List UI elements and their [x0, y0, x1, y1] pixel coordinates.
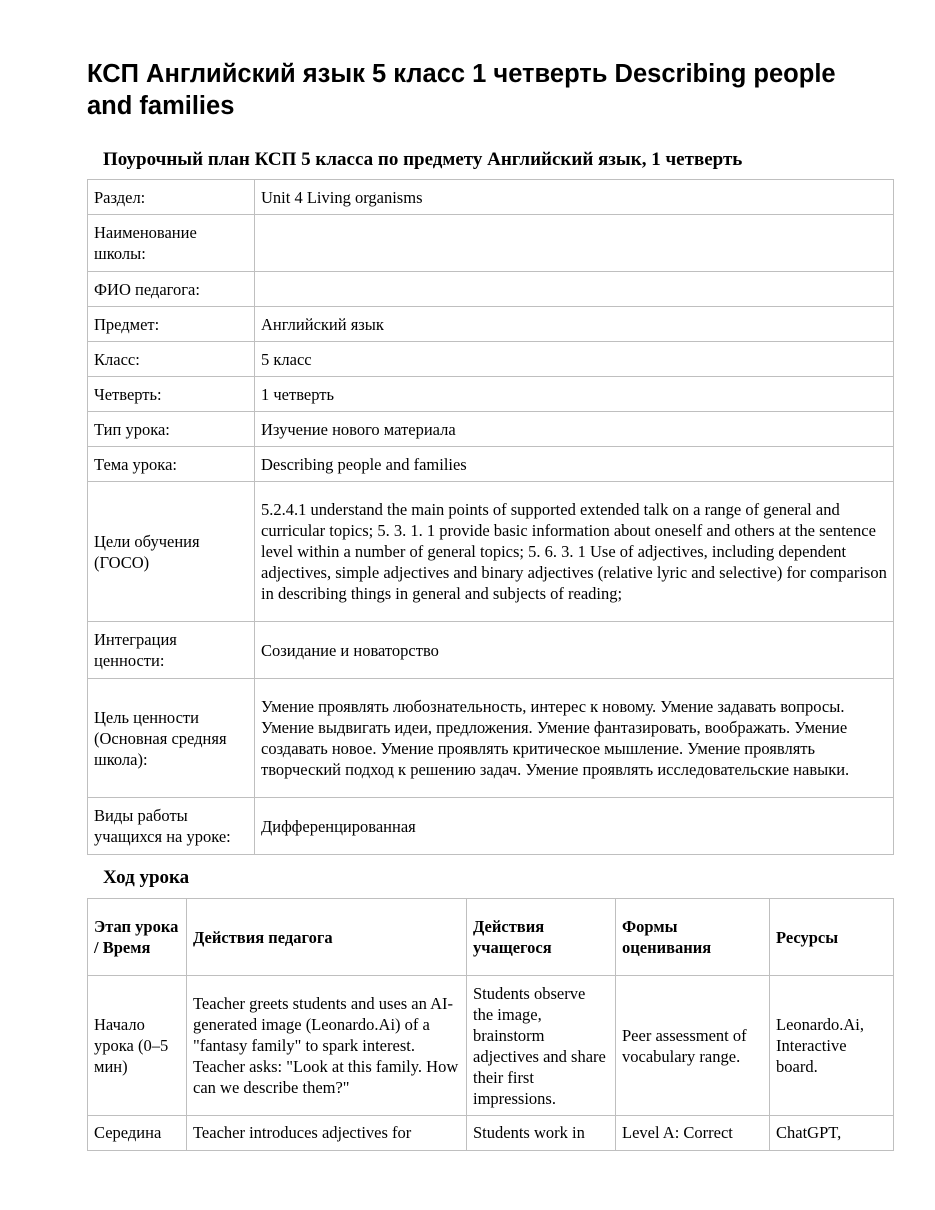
info-label: Раздел:: [88, 180, 255, 215]
table-row: [88, 976, 894, 1116]
info-label: Интеграция ценности:: [88, 622, 255, 679]
info-label: Предмет:: [88, 307, 255, 342]
info-row-values-integration: [88, 622, 894, 679]
info-value: Describing people and families: [255, 447, 894, 482]
lesson-flow-title: Ход урока: [103, 867, 190, 888]
cell-assessment: Level A: Correct: [616, 1116, 770, 1151]
info-row-teacher: [88, 272, 894, 307]
info-value: Unit 4 Living organisms: [255, 180, 894, 215]
info-row-quarter: [88, 377, 894, 412]
cell-teacher-actions: Teacher introduces adjectives for: [187, 1116, 467, 1151]
info-row-value-goal: [88, 679, 894, 798]
info-value: [255, 215, 894, 272]
info-value: 5 класс: [255, 342, 894, 377]
cell-stage: Начало урока (0–5 мин): [88, 976, 187, 1116]
header-student-actions: Действия учащегося: [467, 899, 616, 976]
table-row: [88, 1116, 894, 1151]
info-row-subject: [88, 307, 894, 342]
header-assessment: Формы оценивания: [616, 899, 770, 976]
cell-teacher-actions: Teacher greets students and uses an AI-generated image (Leonardo.Ai) of a "fantasy family" to spark interest. Teacher asks: "Look at this family. How can we describe them?": [187, 976, 467, 1116]
document-title: КСП Английский язык 5 класс 1 четверть Describing people and families: [87, 60, 836, 120]
info-value: 5.2.4.1 understand the main points of supported extended talk on a range of general and curricular topics; 5. 3. 1. 1 provide basic information about oneself and others at the sentence level within a number of general topics; 5. 6. 3. 1 Use of adjectives, including dependent adjectives, simple adjectives and binary adjectives (relative lyric and selective) for comparison in describing things in general and subjects of reading;: [255, 482, 894, 622]
cell-resources: ChatGPT,: [770, 1116, 894, 1151]
info-row-school: [88, 215, 894, 272]
info-label: Наименование школы:: [88, 215, 255, 272]
plan-title: Поурочный план КСП 5 класса по предмету Английский язык, 1 четверть: [103, 149, 743, 170]
cell-student-actions: Students observe the image, brainstorm adjectives and share their first impressions.: [467, 976, 616, 1116]
info-label: Класс:: [88, 342, 255, 377]
header-teacher-actions: Действия педагога: [187, 899, 467, 976]
info-row-grade: [88, 342, 894, 377]
info-label: Цели обучения (ГОСО): [88, 482, 255, 622]
cell-student-actions: Students work in: [467, 1116, 616, 1151]
info-row-lesson-type: [88, 412, 894, 447]
header-resources: Ресурсы: [770, 899, 894, 976]
lesson-flow-table: [87, 898, 894, 1151]
info-label: Виды работы учащихся на уроке:: [88, 798, 255, 855]
info-label: Тема урока:: [88, 447, 255, 482]
document-page: [87, 58, 893, 1142]
info-value: Изучение нового материала: [255, 412, 894, 447]
info-row-work-types: [88, 798, 894, 855]
info-value: Английский язык: [255, 307, 894, 342]
info-label: Четверть:: [88, 377, 255, 412]
info-row-topic: [88, 447, 894, 482]
info-label: Цель ценности (Основная средняя школа):: [88, 679, 255, 798]
info-row-learning-objectives: [88, 482, 894, 622]
info-value: Умение проявлять любознательность, интерес к новому. Умение задавать вопросы. Умение выдвигать идеи, предложения. Умение фантазировать, воображать. Умение создавать новое. Умение проявлять критическое мышление. Умение проявлять творческий подход к решению задач. Умение проявлять исследовательские навыки.: [255, 679, 894, 798]
info-row-section: [88, 180, 894, 215]
lesson-header-row: [88, 899, 894, 976]
cell-resources: Leonardo.Ai, Interactive board.: [770, 976, 894, 1116]
info-label: ФИО педагога:: [88, 272, 255, 307]
info-label: Тип урока:: [88, 412, 255, 447]
info-value: 1 четверть: [255, 377, 894, 412]
info-value: [255, 272, 894, 307]
header-stage: Этап урока / Время: [88, 899, 187, 976]
cell-assessment: Peer assessment of vocabulary range.: [616, 976, 770, 1116]
info-value: Созидание и новаторство: [255, 622, 894, 679]
cell-stage: Середина: [88, 1116, 187, 1151]
lesson-info-table: [87, 179, 894, 855]
info-value: Дифференцированная: [255, 798, 894, 855]
